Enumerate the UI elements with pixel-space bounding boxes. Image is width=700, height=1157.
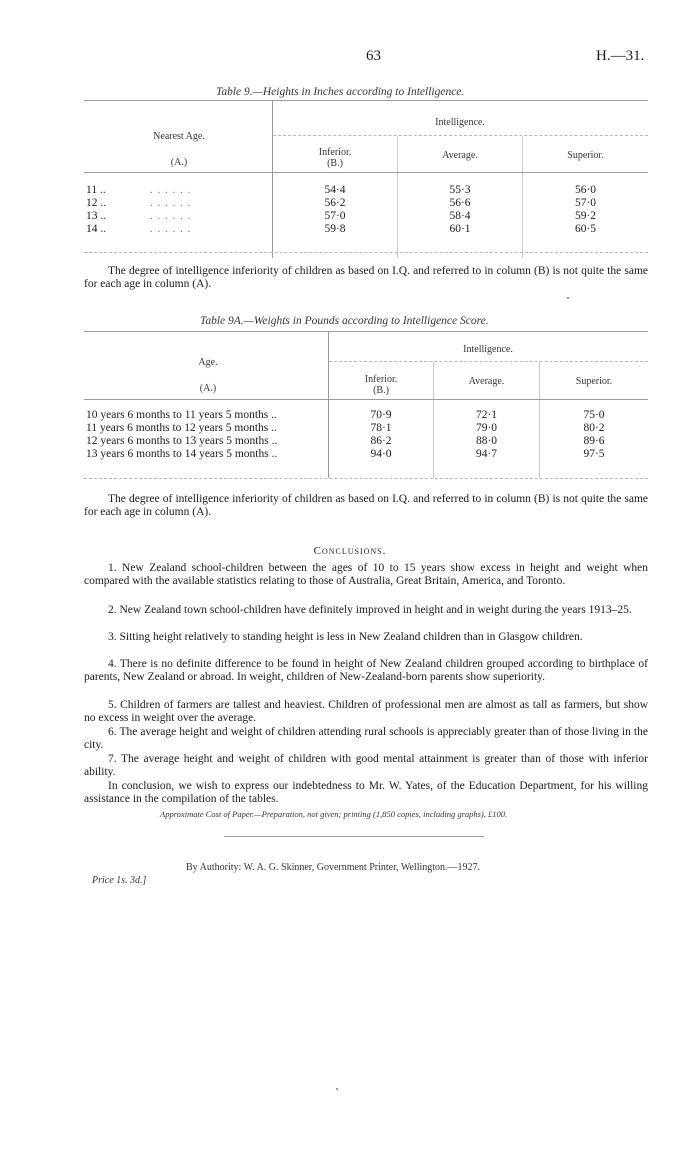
table-9-bottom-rule <box>84 252 648 253</box>
cell-inferior: 94·0 <box>370 448 392 460</box>
row-label: 13 .. <box>86 210 107 222</box>
cell-average: 58·4 <box>449 210 471 222</box>
table-9-group-rule <box>273 135 648 136</box>
price-note: Price 1s. 3d.] <box>92 875 147 886</box>
table-9a-bottom-rule <box>84 478 648 479</box>
cell-superior: 60·5 <box>574 223 597 235</box>
table-9-group-head: Intelligence. <box>435 117 485 128</box>
table-9-col-superior: Superior. <box>567 150 604 161</box>
table-9a-col-inferior: Inferior. <box>364 374 398 385</box>
row-label: 11 .. <box>86 184 106 196</box>
cell-superior: 97·5 <box>583 448 605 460</box>
conclusion-item: 1. New Zealand school-children between the ages of 10 to 15 years show excess in height and weight when compared with the available statistics relating to those of Australia, Great Britain, America, and Toronto. <box>84 562 648 587</box>
leader-dots: . . . . . . <box>150 210 192 222</box>
row-label: 12 .. <box>86 197 107 209</box>
table-9-caption: Table 9.—Heights in Inches according to Intelligence. <box>216 86 465 98</box>
table-9-col-inferior: Inferior. <box>318 147 352 158</box>
cell-average: 88·0 <box>475 435 498 447</box>
cell-inferior: 57·0 <box>324 210 346 222</box>
cell-superior: 56·0 <box>574 184 597 196</box>
footer-rule <box>224 836 484 837</box>
table-9a-head-rule <box>84 399 648 400</box>
cell-inferior: 59·8 <box>324 223 346 235</box>
cell-superior: 75·0 <box>583 409 605 421</box>
table-9a-caption: Table 9A.—Weights in Pounds according to Intelligence Score. <box>200 315 489 327</box>
table-9-head-rule <box>84 172 648 173</box>
cell-inferior: 78·1 <box>370 422 392 434</box>
conclusion-item: 7. The average height and weight of children with good mental attainment is greater than of those with inferior ability. <box>84 753 648 778</box>
cell-average: 94·7 <box>475 448 498 460</box>
cell-average: 60·1 <box>449 223 471 235</box>
cell-inferior: 54·4 <box>324 184 346 196</box>
page-header <box>0 48 700 70</box>
row-label: 11 years 6 months to 12 years 5 months .. <box>86 422 277 434</box>
cell-average: 72·1 <box>475 409 498 421</box>
cell-superior: 59·2 <box>574 210 597 222</box>
cell-inferior: 70·9 <box>370 409 392 421</box>
approximate-cost: Approximate Cost of Paper.—Preparation, not given; printing (1,850 copies, including graphs), £100. <box>160 809 508 819</box>
table-9-col-inferior-code: (B.) <box>327 158 343 169</box>
table-9a-col-superior: Superior. <box>575 376 613 387</box>
leader-dots: . . . . . . <box>150 223 192 235</box>
table-9a-top-rule <box>84 331 648 332</box>
row-label: 10 years 6 months to 11 years 5 months .. <box>86 409 277 421</box>
table-9a-group-rule <box>329 361 648 362</box>
page-number: 63 <box>366 48 381 64</box>
printer-authority: By Authority: W. A. G. Skinner, Government Printer, Wellington.—1927. <box>186 862 481 873</box>
cell-inferior: 86·2 <box>370 435 392 447</box>
conclusions-heading: Conclusions. <box>313 545 387 557</box>
leader-dots: . . . . . . <box>150 197 192 209</box>
row-label: 12 years 6 months to 13 years 5 months .. <box>86 435 278 447</box>
table-9-stub-code: (A.) <box>170 157 188 168</box>
conclusion-item: 2. New Zealand town school-children have definitely improved in height and in weight during the years 1913–25. <box>108 604 632 616</box>
cell-average: 56·6 <box>449 197 471 209</box>
leader-dots: . . . . . . <box>150 184 192 196</box>
cell-inferior: 56·2 <box>324 197 346 209</box>
table-9a-group-head: Intelligence. <box>463 344 513 355</box>
table-9a-note: The degree of intelligence inferiority of children as based on I.Q. and referred to in column (B) is not quite the same for each age in column (A). <box>84 493 648 518</box>
table-9-top-rule <box>84 100 648 101</box>
table-9a-stub-code: (A.) <box>199 383 217 394</box>
table-9a-stub-head: Age. <box>198 357 218 368</box>
print-speck <box>567 297 569 299</box>
table-9-note: The degree of intelligence inferiority of children as based on I.Q. and referred to in column (B) is not quite the same for each age in column (A). <box>84 265 648 290</box>
cell-superior: 57·0 <box>574 197 597 209</box>
table-9-col-average: Average. <box>442 150 478 161</box>
conclusion-item: 3. Sitting height relatively to standing height is less in New Zealand children than in Glasgow children. <box>108 631 583 643</box>
conclusion-item: In conclusion, we wish to express our indebtedness to Mr. W. Yates, of the Education Department, for his willing assistance in the compilation of the tables. <box>84 780 648 805</box>
document-code: H.—31. <box>596 48 645 64</box>
print-speck <box>336 1088 338 1090</box>
row-label: 14 .. <box>86 223 107 235</box>
table-9a-col-average: Average. <box>468 376 505 387</box>
row-label: 13 years 6 months to 14 years 5 months .. <box>86 448 278 460</box>
table-9-stub-head: Nearest Age. <box>153 131 205 142</box>
cell-superior: 80·2 <box>583 422 605 434</box>
table-9a-col-inferior-code: (B.) <box>373 385 389 396</box>
cell-superior: 89·6 <box>583 435 605 447</box>
conclusion-item: 4. There is no definite difference to be found in height of New Zealand children grouped according to birthplace of parents, New Zealand or abroad. In weight, children of New-Zealand-born parents show superiority. <box>84 658 648 683</box>
cell-average: 55·3 <box>449 184 471 196</box>
conclusion-item: 5. Children of farmers are tallest and heaviest. Children of professional men are almost as tall as farmers, but show no excess in weight over the average. <box>84 699 648 724</box>
cell-average: 79·0 <box>475 422 498 434</box>
conclusion-item: 6. The average height and weight of children attending rural schools is appreciably greater than of those living in the city. <box>84 726 648 751</box>
